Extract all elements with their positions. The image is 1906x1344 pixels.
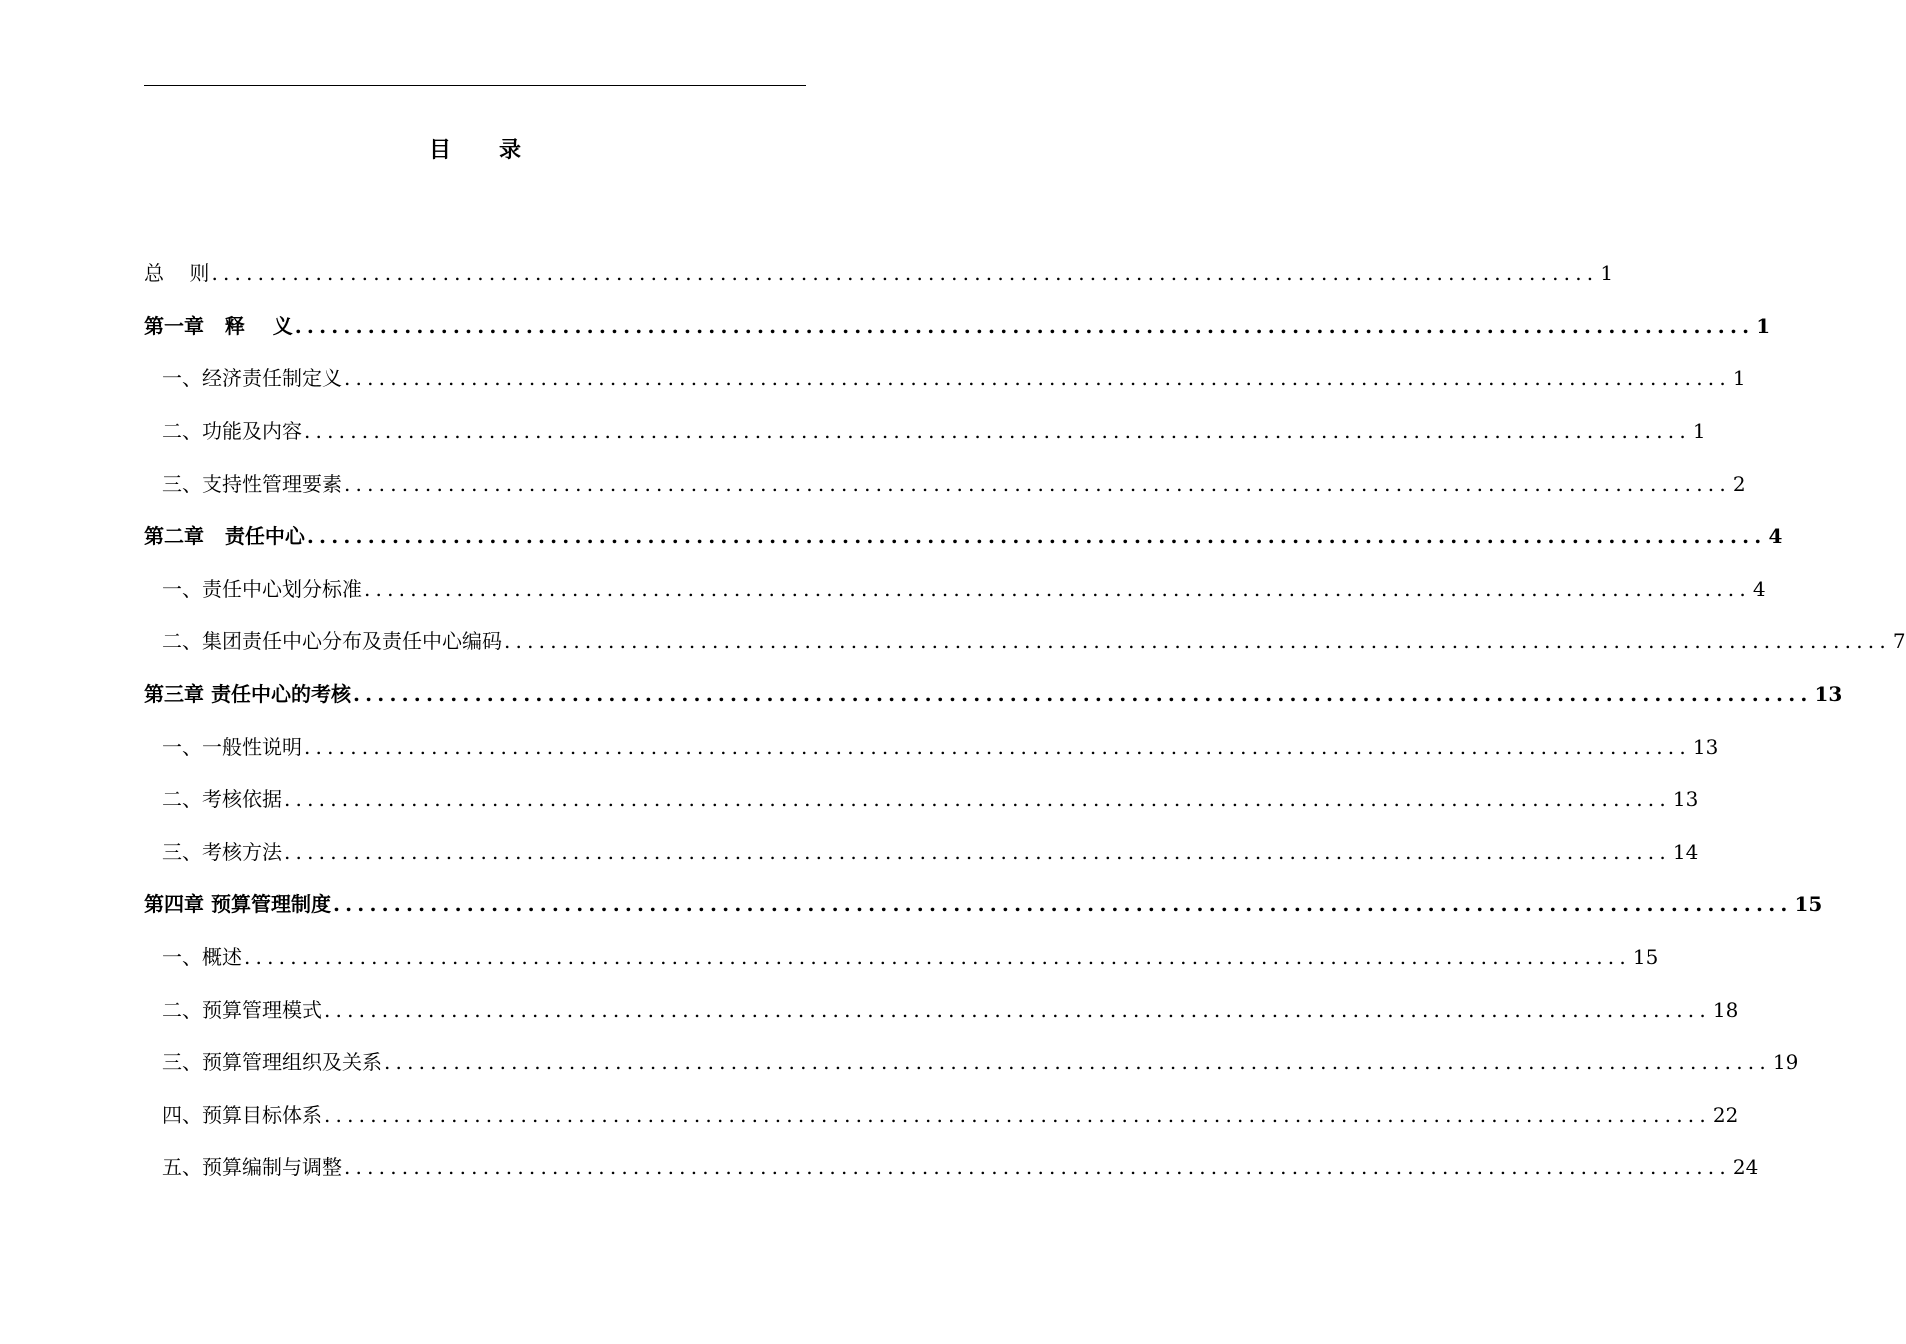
toc-dot-leader: ........................................................................................................................	[304, 419, 1691, 444]
toc-dot-leader: ........................................................................................................................	[324, 1102, 1711, 1127]
toc-entry-label: 第三章 责任中心的考核	[144, 682, 351, 707]
toc-entry-page-number: 4	[1768, 524, 1783, 549]
toc-entry[interactable]	[144, 1141, 1759, 1194]
toc-entry-label: 三、支持性管理要素	[162, 471, 342, 496]
toc-entry-page-number: 14	[1672, 839, 1699, 864]
toc-entry-page-number: 22	[1712, 1102, 1739, 1127]
toc-dot-leader: ........................................................................................................................	[332, 892, 1793, 917]
toc-entry-label: 三、考核方法	[162, 839, 282, 864]
toc-entry-label: 二、功能及内容	[162, 419, 302, 444]
toc-dot-leader: ........................................................................................................................	[364, 576, 1751, 601]
toc-entry-label: 第二章 责任中心	[144, 524, 305, 549]
toc-entry-page-number: 1	[1692, 419, 1706, 444]
toc-entry[interactable]	[144, 615, 1906, 668]
toc-dot-leader: ........................................................................................................................	[284, 839, 1671, 864]
toc-dot-leader: ........................................................................................................................	[304, 734, 1691, 759]
toc-entry[interactable]	[144, 773, 1699, 826]
toc-dot-leader: ........................................................................................................................	[344, 1155, 1731, 1180]
toc-entry[interactable]	[144, 457, 1746, 510]
toc-entry[interactable]	[144, 300, 1771, 353]
toc-entry-page-number: 19	[1772, 1050, 1799, 1075]
toc-entry-label: 一、责任中心划分标准	[162, 576, 362, 601]
toc-entry[interactable]	[144, 510, 1783, 563]
toc-dot-leader: ........................................................................................................................	[344, 366, 1731, 391]
toc-entry[interactable]	[144, 1036, 1799, 1089]
toc-dot-leader: ........................................................................................................................	[211, 261, 1599, 286]
toc-dot-leader: ........................................................................................................................	[306, 524, 1767, 549]
toc-entry-page-number: 1	[1600, 261, 1614, 286]
toc-entry[interactable]	[144, 247, 1614, 300]
toc-entry-label: 四、预算目标体系	[162, 1102, 322, 1127]
toc-dot-leader: ........................................................................................................................	[294, 313, 1755, 338]
toc-entry[interactable]	[144, 720, 1719, 773]
toc-entry[interactable]	[144, 931, 1659, 984]
toc-entry[interactable]	[144, 668, 1843, 721]
toc-entry-page-number: 15	[1632, 945, 1659, 970]
toc-title: 目录	[428, 138, 569, 163]
toc-dot-leader: ........................................................................................................................	[352, 682, 1813, 707]
toc-entry[interactable]	[144, 405, 1706, 458]
toc-entry-page-number: 24	[1732, 1155, 1759, 1180]
toc-entry-page-number: 4	[1752, 576, 1766, 601]
toc-dot-leader: ........................................................................................................................	[384, 1050, 1771, 1075]
toc-entry-page-number: 15	[1794, 892, 1823, 917]
header-rule	[144, 85, 806, 86]
toc-entry-page-number: 13	[1692, 734, 1719, 759]
toc-entry-label: 第一章 释 义	[144, 313, 293, 338]
toc-entry-label: 二、考核依据	[162, 787, 282, 812]
toc-dot-leader: ........................................................................................................................	[344, 471, 1731, 496]
toc-entry-page-number: 18	[1712, 997, 1739, 1022]
toc-dot-leader: ........................................................................................................................	[244, 945, 1631, 970]
toc-entry-page-number: 7	[1892, 629, 1906, 654]
table-of-contents	[144, 247, 1906, 1194]
toc-entry-label: 一、概述	[162, 945, 242, 970]
toc-entry-label: 一、一般性说明	[162, 734, 302, 759]
toc-entry-label: 总 则	[144, 261, 210, 286]
toc-entry-page-number: 1	[1756, 313, 1771, 338]
toc-entry-label: 一、经济责任制定义	[162, 366, 342, 391]
toc-entry-label: 二、集团责任中心分布及责任中心编码	[162, 629, 502, 654]
toc-entry[interactable]	[144, 983, 1739, 1036]
toc-entry[interactable]	[144, 1089, 1739, 1142]
toc-entry-page-number: 1	[1732, 366, 1746, 391]
toc-dot-leader: ........................................................................................................................	[284, 787, 1671, 812]
toc-entry-label: 第四章 预算管理制度	[144, 892, 331, 917]
toc-entry-label: 二、预算管理模式	[162, 997, 322, 1022]
toc-entry[interactable]	[144, 878, 1823, 931]
toc-entry[interactable]	[144, 826, 1699, 879]
toc-entry[interactable]	[144, 352, 1746, 405]
toc-dot-leader: ........................................................................................................................	[324, 997, 1711, 1022]
toc-entry-page-number: 13	[1672, 787, 1699, 812]
toc-entry-label: 三、预算管理组织及关系	[162, 1050, 382, 1075]
toc-entry-page-number: 2	[1732, 471, 1746, 496]
toc-entry-page-number: 13	[1814, 682, 1843, 707]
toc-dot-leader: ........................................................................................................................	[504, 629, 1891, 654]
toc-entry[interactable]	[144, 563, 1766, 616]
toc-entry-label: 五、预算编制与调整	[162, 1155, 342, 1180]
